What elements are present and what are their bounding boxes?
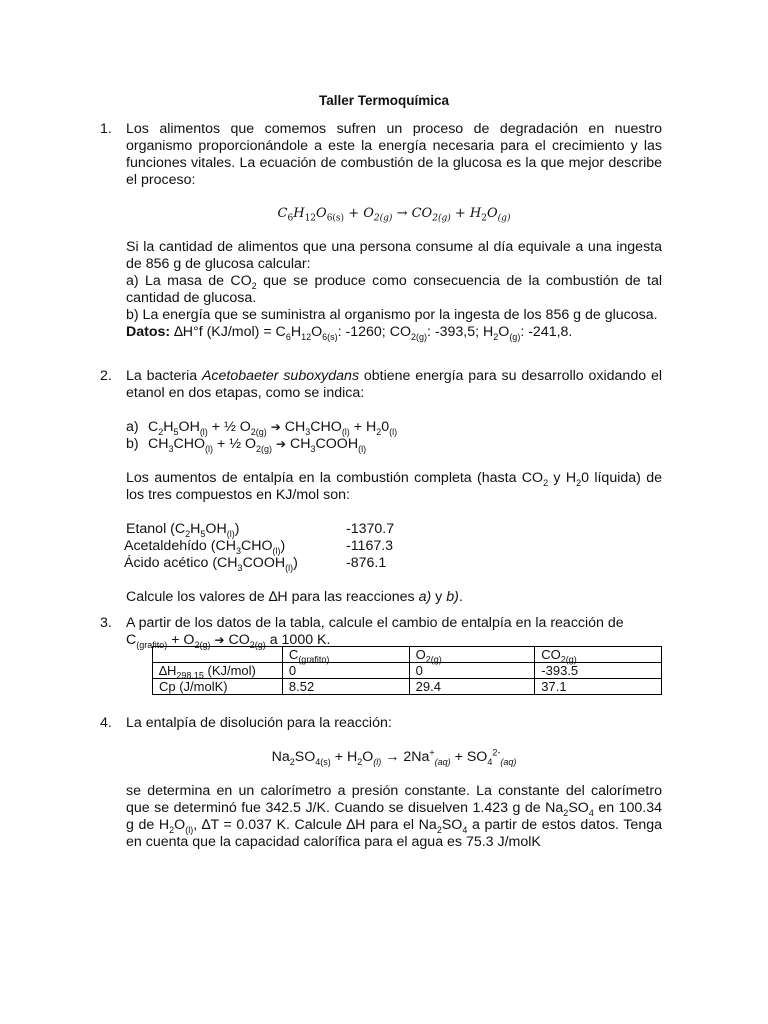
table-cell: 29.4 xyxy=(409,679,535,695)
glucose-combustion-equation: $C_6H_{12}O_{6(s)} + O_{2(g)} \to CO_{2(g)} + H_2O_{(g)}$ xyxy=(277,206,511,224)
instruction-end: . xyxy=(458,589,463,605)
question-3-intro: A partir de los datos de la tabla, calcule el cambio de entalpía en la reacción de xyxy=(126,615,624,631)
paragraph-text-2: y H xyxy=(548,470,577,486)
table-cell: Cp (J/molK) xyxy=(153,679,283,695)
table-header-cell: $CO_{2(g)}$ xyxy=(535,647,662,663)
reaction-label: b) xyxy=(126,436,139,452)
question-3 xyxy=(100,615,662,650)
document-title: Taller Termoquímica xyxy=(318,93,450,108)
table-header-cell: $O_{2(g)}$ xyxy=(409,647,535,663)
data-label: Datos: xyxy=(126,324,171,340)
data-value-3: : -241,8. xyxy=(520,324,573,340)
reaction-a xyxy=(126,419,662,436)
compound-name: Ácido acético $(CH_3COOH_{(l)})$ xyxy=(124,555,298,573)
data-value-1: : -1260; CO xyxy=(337,324,411,340)
instruction-text: Calcule los valores de ∆H para las reacciones xyxy=(126,589,419,605)
reaction-label: a) xyxy=(126,419,139,435)
question-2-instruction xyxy=(126,589,662,606)
row-unit: (KJ/mol) xyxy=(203,663,256,678)
compound-name-text: Acetaldehído (CH xyxy=(124,538,236,554)
question-1-part-a: a) La masa de $CO_2$ que se produce como consecuencia de la combustión de tal cantidad de glucosa. xyxy=(126,273,662,306)
compound-name: Acetaldehído $(CH_3CHO_{(l)})$ xyxy=(124,538,286,556)
part-a-text-end: que se produce como consecuencia de la combustión de tal cantidad de glucosa. xyxy=(126,273,662,306)
question-4-intro: La entalpía de disolución para la reacción: xyxy=(126,715,392,731)
table-header-cell: $C_{(grafito)}$ xyxy=(282,647,409,663)
data-text: ∆H°f (KJ/mol) = C xyxy=(170,324,286,340)
instruction-ref-a: a) xyxy=(418,589,432,605)
table-header-row xyxy=(153,647,662,663)
question-number: 4. xyxy=(100,715,112,731)
table-cell: 8.52 xyxy=(282,679,409,695)
question-1 xyxy=(100,121,662,342)
question-1-paragraph: Si la cantidad de alimentos que una persona consume al día equivale a una ingesta de 856 g de glucosa calcular: xyxy=(126,239,662,272)
table-cell: 0 xyxy=(409,663,535,679)
question-4 xyxy=(100,715,662,851)
reaction-b-equation: $CH_3CHO_{(l)}$ + ½ $O_{2(g)}$ ➔ $CH_3COOH_{(l)}$ xyxy=(148,436,367,454)
reaction-a-equation: $C_2H_5OH_{(l)}$ + ½ $O_{2(g)}$ ➔ $CH_3CHO_{(l)} + H_20_{(l)}$ xyxy=(148,419,398,437)
question-2-intro xyxy=(126,368,662,402)
question-4-body: se determina en un calorímetro a presión constante. La constante del calorímetro que se determinó fue 342.5 J/K. Cuando se disuelven 1.423 g de $Na_2SO_4$ en 100.34 g de $H_2O_{(l)}$, ∆T = 0.037 K. Calcule ∆H para el $Na_2SO_4$ a partir de estos datos. Tenga en cuenta que la capacidad calorífica para el agua es 75.3 J/molK xyxy=(126,783,662,850)
compound-value: -1167.3 xyxy=(346,538,394,554)
bacteria-species: Acetobaeter suboxydans xyxy=(201,368,360,384)
compound-row xyxy=(126,521,662,538)
intro-text: La bacteria xyxy=(126,368,202,384)
question-1-data: Datos: ∆H°f $(KJ/mol) = C_6H_{12}O_{6(s)}$: -1260; $CO_{2(g)}$: -393,5; $H_2O_{(g)}$: -241,8. xyxy=(126,324,573,342)
thermo-data-table xyxy=(152,646,662,695)
question-2 xyxy=(100,368,662,606)
instruction-ref-b: b) xyxy=(446,589,459,605)
table-cell: 37.1 xyxy=(535,679,662,695)
table-row xyxy=(153,679,662,695)
dissolution-equation: $Na_2SO_{4(s)} + H_2O_{(l)} \to 2Na^+_{(aq)} + SO_4^{2-}_{(aq)}$ xyxy=(271,747,517,767)
table-cell: -393.5 xyxy=(535,663,662,679)
table-cell: $\Delta H_{298.15}$ (KJ/mol) xyxy=(153,663,283,679)
question-number: 3. xyxy=(100,615,112,631)
paragraph-text: Los aumentos de entalpía en la combustión completa (hasta CO xyxy=(126,470,544,486)
compound-name-text: Ácido acético (CH xyxy=(124,555,238,571)
reaction-temperature: a 1000 K. xyxy=(265,632,331,648)
intro-text-end: obtiene energía para su desarrollo oxidando el etanol en dos etapas, como se indica: xyxy=(126,368,662,401)
row-label: ∆H xyxy=(159,663,177,678)
question-1-part-b: b) La energía que se suministra al organismo por la ingesta de los 856 g de glucosa. xyxy=(126,307,658,323)
compound-name-text: Etanol (C xyxy=(126,521,186,537)
question-number: 1. xyxy=(100,121,112,137)
data-value-2: : -393,5; H xyxy=(427,324,494,340)
table-cell: 0 xyxy=(282,663,409,679)
body-text-3: , ∆T = 0.037 K. Calcule ∆H para el Na xyxy=(193,817,437,833)
table-cell xyxy=(153,647,283,663)
reaction-b xyxy=(126,436,662,453)
question-3-reaction: $C_{(grafito)} + O_{2(g)}$ ➔ $CO_{2(g)}$ a 1000 K. xyxy=(126,632,331,650)
question-2-paragraph: Los aumentos de entalpía en la combustión completa (hasta $CO_2$ y $H_20$ líquida) de los tres compuestos en KJ/mol son: xyxy=(126,470,662,503)
body-text-4: a partir de estos datos. Tenga en cuenta que la capacidad calorífica para el agua es 75.3 J/molK xyxy=(126,817,662,850)
instruction-conj: y xyxy=(431,589,447,605)
compound-name: Etanol $(C_2H_5OH_{(l)})$ xyxy=(126,521,240,539)
table-row xyxy=(153,663,662,679)
compound-value: -876.1 xyxy=(346,555,387,571)
paragraph-text-3: 0 líquida) de los tres compuestos en KJ/mol son: xyxy=(126,470,662,503)
compound-row xyxy=(124,555,662,572)
compound-value: -1370.7 xyxy=(346,521,395,537)
compound-row xyxy=(124,538,662,555)
body-text-2: en 100.34 g de H xyxy=(126,800,662,833)
part-a-text: a) La masa de CO xyxy=(126,273,252,289)
question-1-intro: Los alimentos que comemos sufren un proceso de degradación en nuestro organismo proporcionándole a este la energía necesaria para el crecimiento y las funciones vitales. La ecuación de combustión de la glucosa es la que mejor describe el proceso: xyxy=(126,121,662,188)
question-number: 2. xyxy=(100,368,112,384)
body-text-1: se determina en un calorímetro a presión constante. La constante del calorímetro que se determinó fue 342.5 J/K. Cuando se disuelven 1.423 g de Na xyxy=(126,783,662,816)
